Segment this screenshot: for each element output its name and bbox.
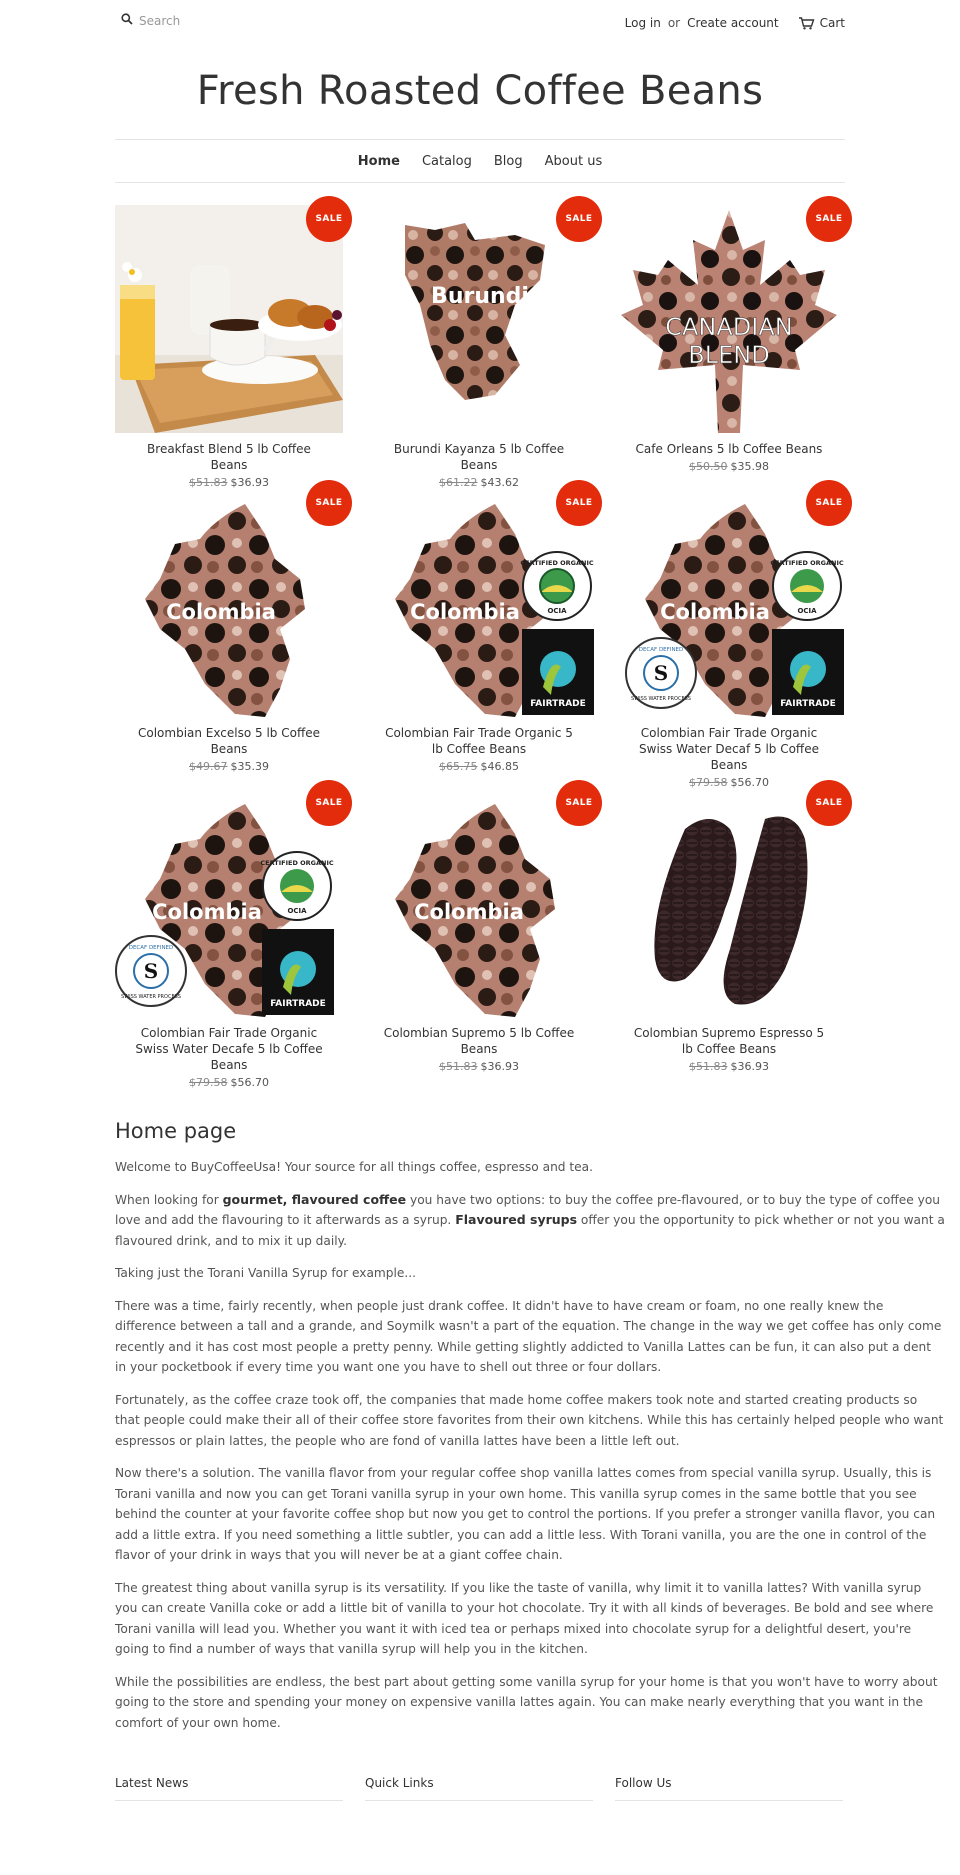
svg-text:CERTIFIED ORGANIC: CERTIFIED ORGANIC <box>770 559 844 567</box>
sale-badge: SALE <box>806 480 852 526</box>
svg-text:DECAF DEFINED: DECAF DEFINED <box>638 647 684 653</box>
paragraph: When looking for gourmet, flavoured coffee you have two options: to buy the coffee pre-flavoured, or to buy the type of coffee you love and add the flavouring to it afterwards as a syrup. Flavoured syrups offer you the opportunity to pick whether or not you want a flavoured drink, and to mix it up daily. <box>115 1191 945 1248</box>
burundi-label: Burundi <box>431 284 529 309</box>
product-title[interactable]: Colombian Fair Trade Organic Swiss Water Decaf 5 lb Coffee Beans <box>639 726 819 772</box>
colombia-map-image <box>365 789 593 1017</box>
account-links <box>625 16 845 30</box>
product-title[interactable]: Colombian Fair Trade Organic 5 lb Coffee Beans <box>385 726 573 756</box>
swiss-water-badge <box>115 935 187 1007</box>
product-card[interactable] <box>365 789 593 1089</box>
svg-text:S: S <box>653 661 669 685</box>
product-image[interactable] <box>615 205 843 433</box>
cart-label: Cart <box>819 16 845 30</box>
sale-badge: SALE <box>806 780 852 826</box>
nav-blog[interactable]: Blog <box>493 153 523 169</box>
cart-icon <box>799 17 814 30</box>
colombia-label: Colombia <box>166 600 276 624</box>
product-title[interactable]: Burundi Kayanza 5 lb Coffee Beans <box>393 442 565 472</box>
paragraph: Welcome to BuyCoffeeUsa! Your source for all things coffee, espresso and tea. <box>115 1160 594 1174</box>
sale-badge: SALE <box>556 780 602 826</box>
colombia-label: Colombia <box>410 600 520 624</box>
footer <box>115 1776 845 1801</box>
product-card[interactable] <box>615 205 843 489</box>
fairtrade-badge: FAIRTRADE <box>262 929 334 1015</box>
burundi-map-image <box>365 205 593 433</box>
sale-badge: SALE <box>556 196 602 242</box>
product-card[interactable] <box>115 789 343 1089</box>
organic-badge <box>772 551 842 621</box>
colombia-label: Colombia <box>414 900 524 924</box>
paragraph: Fortunately, as the coffee craze took off, the companies that made home coffee makers took note and started creating products so that people could make their all of their coffee store favorites from their own kitchens. While this has certainly helped people who want espressos or plain lattes, the people who are fond of vanilla lattes have been a little left out. <box>115 1392 944 1448</box>
svg-text:CERTIFIED ORGANIC: CERTIFIED ORGANIC <box>260 859 334 867</box>
colombia-label: Colombia <box>660 600 770 624</box>
paragraph: Now there's a solution. The vanilla flavor from your regular coffee shop vanilla lattes comes from special vanilla syrup. Usually, this is Torani vanilla and now you can get Torani vanilla syrup in your own home. This vanilla syrup comes in the same bottle that you see behind the counter at your favorite coffee shop but now you get to control the portions. If you prefer a stronger vanilla flavor, you can add a little extra. If you need something a little subtler, you can add a little less. With Torani vanilla, you are the one in control of the flavor of your drink in ways that you will never be at a giant coffee chain. <box>115 1466 936 1562</box>
organic-badge <box>262 851 332 921</box>
breakfast-photo <box>115 205 343 433</box>
sale-badge: SALE <box>306 480 352 526</box>
search-icon[interactable] <box>121 13 133 29</box>
product-title[interactable]: Breakfast Blend 5 lb Coffee Beans <box>147 442 311 472</box>
search-form <box>121 13 319 29</box>
cart-link[interactable] <box>799 16 845 30</box>
sale-badge: SALE <box>306 780 352 826</box>
svg-text:DECAF DEFINED: DECAF DEFINED <box>128 945 174 951</box>
product-image[interactable] <box>115 789 343 1017</box>
product-price: $51.83 $36.93 <box>439 1060 519 1073</box>
product-card[interactable] <box>365 205 593 489</box>
paragraph: There was a time, fairly recently, when people just drank coffee. It didn't have to have cream or foam, no one really knew the difference between a tall and a grande, and Soymilk wasn't a part of the equation. The change in the way we get coffee has only come recently and it has cost most people a pretty penny. While getting slightly addicted to Vanilla Lattes can be fun, it can also put a dent in your pocketbook if every time you want one you have to shell out three or four dollars. <box>115 1298 942 1374</box>
svg-text:OCIA: OCIA <box>797 607 817 615</box>
footer-follow-us: Follow Us <box>615 1776 843 1801</box>
product-price: $79.58 $56.70 <box>689 776 769 789</box>
product-price: $79.58 $56.70 <box>189 1076 269 1089</box>
product-image[interactable] <box>365 489 593 717</box>
page-content <box>115 1157 945 1733</box>
product-price: $51.83 $36.93 <box>189 476 269 489</box>
product-image[interactable] <box>615 489 843 717</box>
product-image[interactable] <box>115 205 343 433</box>
paragraph: Taking just the Torani Vanilla Syrup for example... <box>115 1266 417 1280</box>
product-card[interactable] <box>615 489 843 789</box>
coffee-beans-image <box>615 789 843 1017</box>
fairtrade-badge: FAIRTRADE <box>522 629 594 715</box>
footer-quick-links: Quick Links <box>365 1776 593 1801</box>
blend-label: BLEND <box>688 341 770 369</box>
product-price: $51.83 $36.93 <box>689 1060 769 1073</box>
product-price: $61.22 $43.62 <box>439 476 519 489</box>
nav-about-us[interactable]: About us <box>544 153 603 169</box>
search-input[interactable] <box>139 14 319 28</box>
page-title: Home page <box>115 1119 237 1143</box>
product-title[interactable]: Colombian Supremo Espresso 5 lb Coffee Beans <box>633 1026 825 1056</box>
svg-text:S: S <box>143 959 159 983</box>
site-title[interactable]: Fresh Roasted Coffee Beans <box>196 68 764 114</box>
product-title[interactable]: Colombian Supremo 5 lb Coffee Beans <box>383 1026 575 1056</box>
sale-badge: SALE <box>556 480 602 526</box>
product-image[interactable] <box>615 789 843 1017</box>
create-account-link[interactable]: Create account <box>687 16 779 30</box>
login-link[interactable]: Log in <box>624 16 661 30</box>
colombia-map-image <box>115 489 343 717</box>
svg-text:CERTIFIED ORGANIC: CERTIFIED ORGANIC <box>520 559 594 567</box>
svg-text:SWISS WATER PROCESS: SWISS WATER PROCESS <box>121 994 181 1000</box>
product-grid <box>115 205 845 1089</box>
colombia-label: Colombia <box>152 900 262 924</box>
or-text: or <box>667 16 681 30</box>
swiss-water-badge <box>625 637 697 709</box>
top-bar <box>115 0 845 46</box>
product-card[interactable] <box>615 789 843 1089</box>
product-card[interactable] <box>365 489 593 789</box>
product-title[interactable]: Colombian Excelso 5 lb Coffee Beans <box>138 726 320 756</box>
product-price: $65.75 $46.85 <box>439 760 519 773</box>
product-image[interactable] <box>365 789 593 1017</box>
svg-text:OCIA: OCIA <box>547 607 567 615</box>
product-price: $49.67 $35.39 <box>189 760 269 773</box>
svg-text:OCIA: OCIA <box>287 907 307 915</box>
fairtrade-badge: FAIRTRADE <box>772 629 844 715</box>
product-card[interactable] <box>115 489 343 789</box>
organic-badge <box>522 551 592 621</box>
product-title[interactable]: Colombian Fair Trade Organic Swiss Water Decafe 5 lb Coffee Beans <box>135 1026 323 1072</box>
product-image[interactable] <box>365 205 593 433</box>
svg-text:SWISS WATER PROCESS: SWISS WATER PROCESS <box>631 696 691 702</box>
product-image[interactable] <box>115 489 343 717</box>
nav-catalog[interactable]: Catalog <box>421 153 472 169</box>
paragraph: The greatest thing about vanilla syrup is its versatility. If you like the taste of vanilla, why limit it to vanilla lattes? With vanilla syrup you can create Vanilla coke or add a little bit of vanilla to your hot chocolate. Try it with all kinds of beverages. Be bold and see where Torani vanilla will lead you. Whether you want it with iced tea or perhaps mixed into chocolate syrup for a delightful desert, you're going to find a number of ways that vanilla syrup will help you in the kitchen. <box>115 1580 934 1656</box>
page <box>115 0 945 1801</box>
canadian-label: CANADIAN <box>665 313 793 341</box>
footer-latest-news: Latest News <box>115 1776 343 1801</box>
paragraph: While the possibilities are endless, the best part about getting some vanilla syrup for your home is that you won't have to worry about going to the store and spending your money on expensive vanilla lattes again. You can make nearly everything that you want in the comfort of your own home. <box>115 1674 938 1730</box>
product-price: $50.50 $35.98 <box>689 460 769 473</box>
product-title[interactable]: Cafe Orleans 5 lb Coffee Beans <box>635 442 823 456</box>
maple-leaf-image <box>615 205 843 433</box>
product-card[interactable] <box>115 205 343 489</box>
sale-badge: SALE <box>306 196 352 242</box>
main-nav <box>115 139 845 183</box>
sale-badge: SALE <box>806 196 852 242</box>
nav-home[interactable]: Home <box>357 153 400 169</box>
